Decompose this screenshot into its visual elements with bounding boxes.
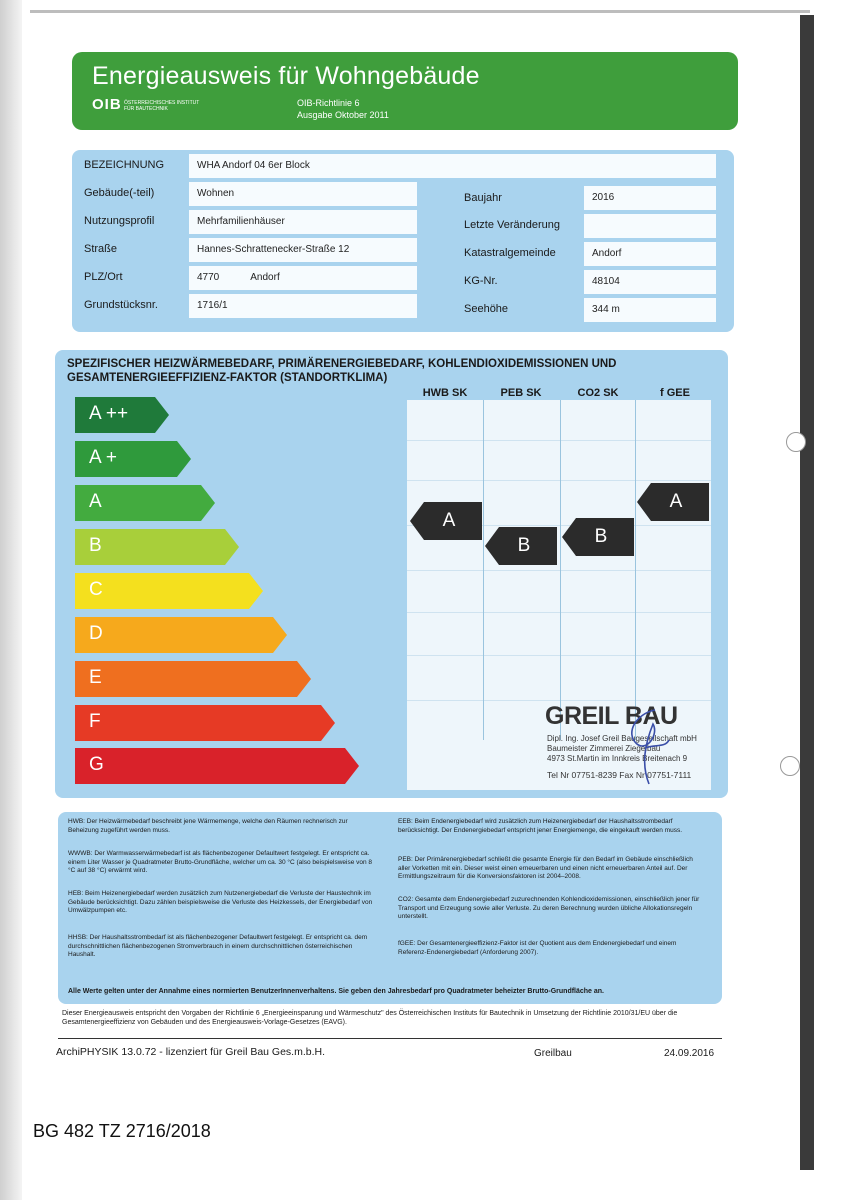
strasse-label: Straße <box>84 243 118 255</box>
page-margin-right <box>814 15 848 1200</box>
plz-value: 4770 <box>197 272 220 283</box>
grid-column-line <box>635 400 636 740</box>
kg-value: 48104 <box>584 270 716 294</box>
ort-value: Andorf <box>250 272 280 283</box>
gebaeude-value: Wohnen <box>189 182 417 206</box>
stamp-line: Baumeister Zimmerei Ziegelbau <box>547 744 661 753</box>
nutzung-value: Mehrfamilienhäuser <box>189 210 417 234</box>
class-bar-a-plus-plus <box>75 395 171 435</box>
rating-value: A <box>669 491 683 512</box>
seehoehe-value: 344 m <box>584 298 716 322</box>
class-label: F <box>89 711 101 732</box>
class-bar-a <box>75 483 219 523</box>
class-bar-f <box>75 703 339 743</box>
plz-ort-value <box>189 266 417 290</box>
building-info-panel <box>72 150 734 332</box>
class-label: B <box>89 535 102 556</box>
punch-hole <box>786 432 806 452</box>
company-stamp <box>545 702 705 792</box>
rating-marker-fgee <box>637 483 709 521</box>
definition-wwwb: WWWB: Der Warmwasserwärmebedarf ist als flächenbezogener Defaultwert festgelegt. Er entspricht ca. einem Liter Wasser je Quadratmeter Brutto-Grundfläche, welcher um ca. 30 °C (also beispielsweise von 8 °C auf 38 °C) erwärmt wird. <box>68 850 373 875</box>
seehoehe-label: Seehöhe <box>464 303 509 315</box>
nutzung-label: Nutzungsprofil <box>84 215 155 227</box>
legal-disclaimer: Dieser Energieausweis entspricht den Vorgaben der Richtlinie 6 „Energieeinsparung und Wärmeschutz" des Österreichischen Instituts für Bautechnik in Umsetzung der Richtlinie 2010/31/EU über die Gesamtenergieeffizienz von Gebäuden und des Energieausweis-Vorlage-Gesetzes (EAVG). <box>62 1010 678 1026</box>
definition-hhsb: HHSB: Der Haushaltsstrombedarf ist als flächenbezogener Defaultwert festgelegt. Er entspricht ca. dem durchschnittlichen flächenbezogenen Stromverbrauch in einem durchschnittlichen österreichischen Haushalt. <box>68 934 368 959</box>
grundstueck-label: Grundstücksnr. <box>84 299 158 311</box>
grundstueck-value: 1716/1 <box>189 294 417 318</box>
stamp-line: 4973 St.Martin im Innkreis Breitenach 9 <box>547 754 688 763</box>
baujahr-value: 2016 <box>584 186 716 210</box>
baujahr-label: Baujahr <box>464 192 502 204</box>
edition-label: Ausgabe Oktober 2011 <box>297 110 389 120</box>
definitions-panel <box>58 812 722 1004</box>
rating-marker-hwb <box>410 502 482 540</box>
rating-value: B <box>594 526 608 547</box>
class-bar-a-plus <box>75 439 195 479</box>
definition-peb: PEB: Der Primärenergiebedarf schließt die gesamte Energie für den Bedarf im Gebäude einschließlich aller Vorketten mit ein. Dieser weist einen erneuerbaren und einen nicht erneuerbaren Anteil auf. Der Ermittlungszeitraum für die Konversionsfaktoren ist 2004–2008. <box>398 856 693 881</box>
guideline-label: OIB-Richtlinie 6 <box>297 98 360 108</box>
class-label: A <box>89 491 102 512</box>
footer-divider <box>58 1038 722 1039</box>
class-label: D <box>89 623 103 644</box>
rating-value: A <box>442 510 456 531</box>
definition-co2: CO2: Gesamte dem Endenergiebedarf zuzurechnenden Kohlendioxidemissionen, einschließlich jener für Transport und Erzeugung sowie aller Verluste. Zu deren Berechnung wurden übliche Allokationsregeln unterstellt. <box>398 896 700 921</box>
page-shadow <box>0 0 22 1200</box>
stamp-company: GREIL BAU <box>545 702 678 730</box>
bezeichnung-label: BEZEICHNUNG <box>84 159 165 171</box>
punch-hole <box>780 756 800 776</box>
oib-logo-subtitle: ÖSTERREICHISCHES INSTITUT FÜR BAUTECHNIK <box>124 100 200 112</box>
scale-heading-line2: GESAMTENERGIEEFFIZIENZ-FAKTOR (STANDORTKLIMA) <box>67 372 388 384</box>
rating-marker-co2 <box>562 518 634 556</box>
class-label: C <box>89 579 103 600</box>
definitions-note: Alle Werte gelten unter der Annahme eines normierten BenutzerInnenverhaltens. Sie geben den Jahresbedarf pro Quadratmeter beheizter Brutto-Grundfläche an. <box>68 988 605 995</box>
certificate-title: Energieausweis für Wohngebäude <box>92 62 480 90</box>
class-bar-g <box>75 746 363 786</box>
definition-fgee: fGEE: Der Gesamtenergieeffizienz-Faktor ist der Quotient aus dem Endenergiebedarf und einem Referenz-Endenergiebedarf (Anforderung 2007). <box>398 940 677 956</box>
column-peb: PEB SK <box>500 387 542 399</box>
definition-heb: HEB: Beim Heizenergiebedarf werden zusätzlich zum Nutzenergiebedarf die Verluste der Haustechnik im Gebäude berücksichtigt. Dazu zählen beispielsweise die Verluste des Heizkessels, der Energiebedarf von Umwälzpumpen etc. <box>68 890 373 915</box>
veraenderung-value <box>584 214 716 238</box>
plz-ort-label: PLZ/Ort <box>84 271 123 283</box>
grid-line <box>407 570 711 571</box>
class-label: A + <box>89 447 117 468</box>
issue-date: 24.09.2016 <box>664 1048 715 1059</box>
grid-line <box>407 480 711 481</box>
class-label: A ++ <box>89 403 129 424</box>
signature <box>615 704 675 790</box>
strasse-value: Hannes-Schrattenecker-Straße 12 <box>189 238 417 262</box>
class-label: E <box>89 667 102 688</box>
class-bar-b <box>75 527 243 567</box>
grid-column-line <box>560 400 561 740</box>
katastral-value: Andorf <box>584 242 716 266</box>
energy-scale-panel <box>55 350 728 798</box>
stamp-line: Dipl. Ing. Josef Greil Baugesellschaft mbH <box>547 734 697 743</box>
rating-value: B <box>517 535 531 556</box>
grid-line <box>407 440 711 441</box>
definition-hwb: HWB: Der Heizwärmebedarf beschreibt jene Wärmemenge, welche den Räumen rechnerisch zur Beheizung zugeführt werden muss. <box>68 818 348 834</box>
stamp-phone: Tel Nr 07751-8239 Fax Nr 07751-7111 <box>547 770 692 780</box>
column-hwb: HWB SK <box>422 387 468 399</box>
class-bar-c <box>75 571 267 611</box>
oib-logo: OIB <box>92 96 122 113</box>
class-bar-e <box>75 659 315 699</box>
page-edge-right <box>800 15 814 1170</box>
rating-marker-peb <box>485 527 557 565</box>
definition-eeb: EEB: Beim Endenergiebedarf wird zusätzlich zum Heizenergiebedarf der Haushaltsstrombedarf berücksichtigt. Der Endenergiebedarf entspricht jener Energiemenge, die eingekauft werden muss. <box>398 818 682 834</box>
grid-line <box>407 655 711 656</box>
reference-stamp: BG 482 TZ 2716/2018 <box>33 1121 211 1141</box>
grid-line <box>407 612 711 613</box>
page-edge-top <box>30 10 810 13</box>
kg-label: KG-Nr. <box>464 275 498 287</box>
column-co2: CO2 SK <box>577 387 619 399</box>
scale-heading-line1: SPEZIFISCHER HEIZWÄRMEBEDARF, PRIMÄRENERGIEBEDARF, KOHLENDIOXIDEMISSIONEN UND <box>67 358 617 370</box>
bezeichnung-value: WHA Andorf 04 6er Block <box>189 154 716 178</box>
class-label: G <box>89 754 104 775</box>
veraenderung-label: Letzte Veränderung <box>464 219 561 231</box>
certificate-header <box>72 52 738 130</box>
grid-column-line <box>483 400 484 740</box>
grid-line <box>407 700 711 701</box>
software-license: ArchiPHYSIK 13.0.72 - lizenziert für Greil Bau Ges.m.b.H. <box>56 1046 326 1058</box>
author-name: Greilbau <box>534 1048 572 1059</box>
katastral-label: Katastralgemeinde <box>464 247 556 259</box>
gebaeude-label: Gebäude(-teil) <box>84 187 155 199</box>
column-fgee: f GEE <box>660 387 690 399</box>
class-bar-d <box>75 615 291 655</box>
